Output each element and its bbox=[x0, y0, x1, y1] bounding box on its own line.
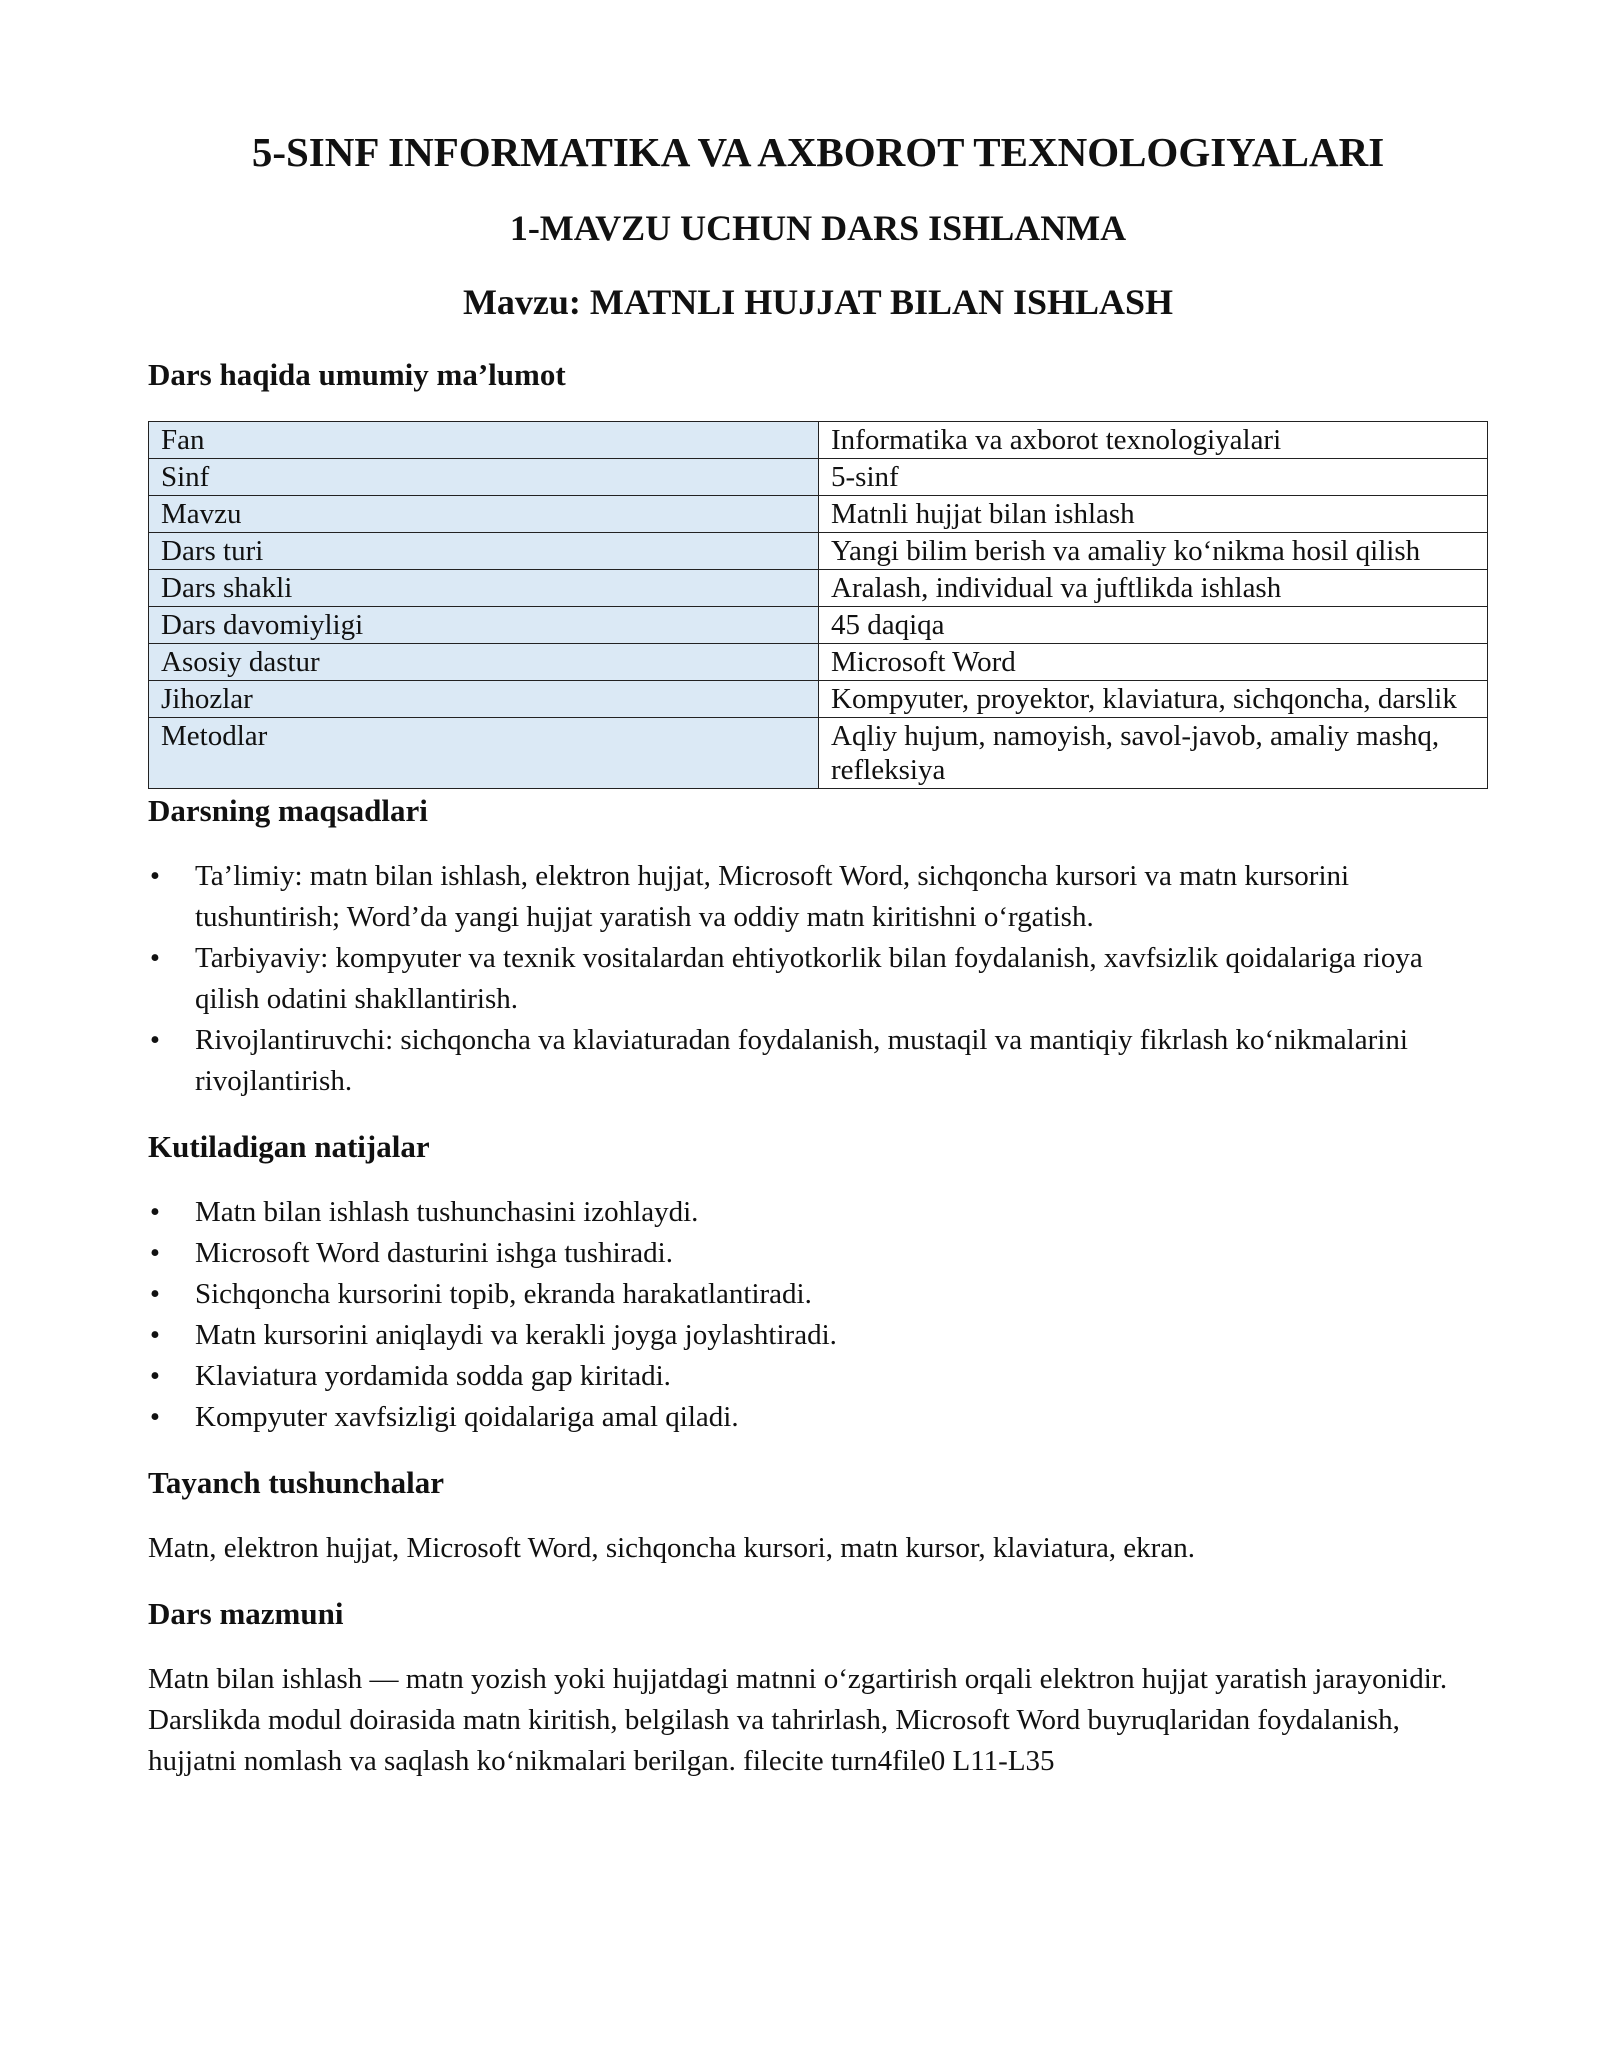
bullet-icon: • bbox=[149, 1196, 161, 1228]
list-item bbox=[148, 1397, 1488, 1438]
list-item bbox=[148, 1356, 1488, 1397]
outcomes-list bbox=[148, 1192, 1488, 1438]
bullet-icon: • bbox=[149, 1237, 161, 1269]
table-row bbox=[149, 459, 1488, 496]
list-item bbox=[148, 938, 1488, 1020]
topic-title: Mavzu: MATNLI HUJJAT BILAN ISHLASH bbox=[462, 282, 1174, 322]
table-row bbox=[149, 607, 1488, 644]
table-key: Jihozlar bbox=[149, 681, 819, 718]
document-page bbox=[148, 0, 1488, 1782]
table-value: 5-sinf bbox=[819, 459, 1488, 496]
list-item-text: Ta’limiy: matn bilan ishlash, elektron hujjat, Microsoft Word, sichqoncha kursori va matn kursorini tushuntirish; Word’da yangi hujjat yaratish va oddiy matn kiritishni o‘rgatish. bbox=[195, 860, 1350, 933]
table-row bbox=[149, 533, 1488, 570]
table-key: Dars davomiyligi bbox=[149, 607, 819, 644]
bullet-icon: • bbox=[149, 1278, 161, 1310]
list-item-text: Microsoft Word dasturini ishga tushiradi. bbox=[195, 1237, 673, 1269]
table-key: Metodlar bbox=[149, 718, 819, 789]
list-item bbox=[148, 1020, 1488, 1102]
general-info-table bbox=[148, 421, 1488, 789]
list-item bbox=[148, 1274, 1488, 1315]
list-item-text: Klaviatura yordamida sodda gap kiritadi. bbox=[195, 1360, 671, 1392]
list-item bbox=[148, 1315, 1488, 1356]
table-value: Aqliy hujum, namoyish, savol-javob, amaliy mashq, refleksiya bbox=[819, 718, 1488, 789]
bullet-icon: • bbox=[149, 1319, 161, 1351]
outcomes-heading: Kutiladigan natijalar bbox=[148, 1129, 430, 1164]
table-value: Microsoft Word bbox=[819, 644, 1488, 681]
list-item bbox=[148, 856, 1488, 938]
table-row bbox=[149, 718, 1488, 789]
content-heading: Dars mazmuni bbox=[148, 1596, 344, 1631]
document-subtitle: 1-MAVZU UCHUN DARS ISHLANMA bbox=[509, 208, 1127, 248]
table-key: Sinf bbox=[149, 459, 819, 496]
key-concepts-text: Matn, elektron hujjat, Microsoft Word, sichqoncha kursori, matn kursor, klaviatura, ekran. bbox=[148, 1532, 1195, 1564]
bullet-icon: • bbox=[149, 860, 161, 892]
table-value: Informatika va axborot texnologiyalari bbox=[819, 422, 1488, 459]
list-item-text: Matn bilan ishlash tushunchasini izohlaydi. bbox=[195, 1196, 699, 1228]
list-item bbox=[148, 1192, 1488, 1233]
table-key: Mavzu bbox=[149, 496, 819, 533]
table-key: Asosiy dastur bbox=[149, 644, 819, 681]
content-text: Matn bilan ishlash — matn yozish yoki hujjatdagi matnni o‘zgartirish orqali elektron hujjat yaratish jarayonidir. Darslikda modul doirasida matn kiritish, belgilash va tahrirlash, Microsoft Word buyruqlaridan foydalanish, hujjatni nomlash va saqlash ko‘nikmalari berilgan. filecite turn4file0 L11-L35 bbox=[148, 1663, 1448, 1777]
list-item-text: Kompyuter xavfsizligi qoidalariga amal qiladi. bbox=[195, 1401, 739, 1433]
list-item-text: Sichqoncha kursorini topib, ekranda harakatlantiradi. bbox=[195, 1278, 812, 1310]
table-value: Yangi bilim berish va amaliy ko‘nikma hosil qilish bbox=[819, 533, 1488, 570]
table-value: Matnli hujjat bilan ishlash bbox=[819, 496, 1488, 533]
bullet-icon: • bbox=[149, 1360, 161, 1392]
table-row bbox=[149, 422, 1488, 459]
table-row bbox=[149, 644, 1488, 681]
table-key: Dars turi bbox=[149, 533, 819, 570]
table-row bbox=[149, 496, 1488, 533]
table-value: Kompyuter, proyektor, klaviatura, sichqoncha, darslik bbox=[819, 681, 1488, 718]
bullet-icon: • bbox=[149, 1024, 161, 1056]
goals-list bbox=[148, 856, 1488, 1102]
general-info-heading: Dars haqida umumiy ma’lumot bbox=[148, 357, 566, 392]
bullet-icon: • bbox=[149, 1401, 161, 1433]
list-item-text: Tarbiyaviy: kompyuter va texnik vositalardan ehtiyotkorlik bilan foydalanish, xavfsizlik qoidalariga rioya qilish odatini shakllantirish. bbox=[195, 942, 1423, 1015]
list-item-text: Rivojlantiruvchi: sichqoncha va klaviaturadan foydalanish, mustaqil va mantiqiy fikrlash ko‘nikmalarini rivojlantirish. bbox=[195, 1024, 1408, 1097]
table-value: Aralash, individual va juftlikda ishlash bbox=[819, 570, 1488, 607]
table-row bbox=[149, 681, 1488, 718]
bullet-icon: • bbox=[149, 942, 161, 974]
table-key: Dars shakli bbox=[149, 570, 819, 607]
goals-heading: Darsning maqsadlari bbox=[148, 793, 428, 828]
table-value: 45 daqiqa bbox=[819, 607, 1488, 644]
table-row bbox=[149, 570, 1488, 607]
list-item bbox=[148, 1233, 1488, 1274]
table-key: Fan bbox=[149, 422, 819, 459]
list-item-text: Matn kursorini aniqlaydi va kerakli joyga joylashtiradi. bbox=[195, 1319, 837, 1351]
document-title: 5-SINF INFORMATIKA VA AXBOROT TEXNOLOGIYALARI bbox=[251, 129, 1385, 175]
key-concepts-heading: Tayanch tushunchalar bbox=[148, 1465, 445, 1500]
